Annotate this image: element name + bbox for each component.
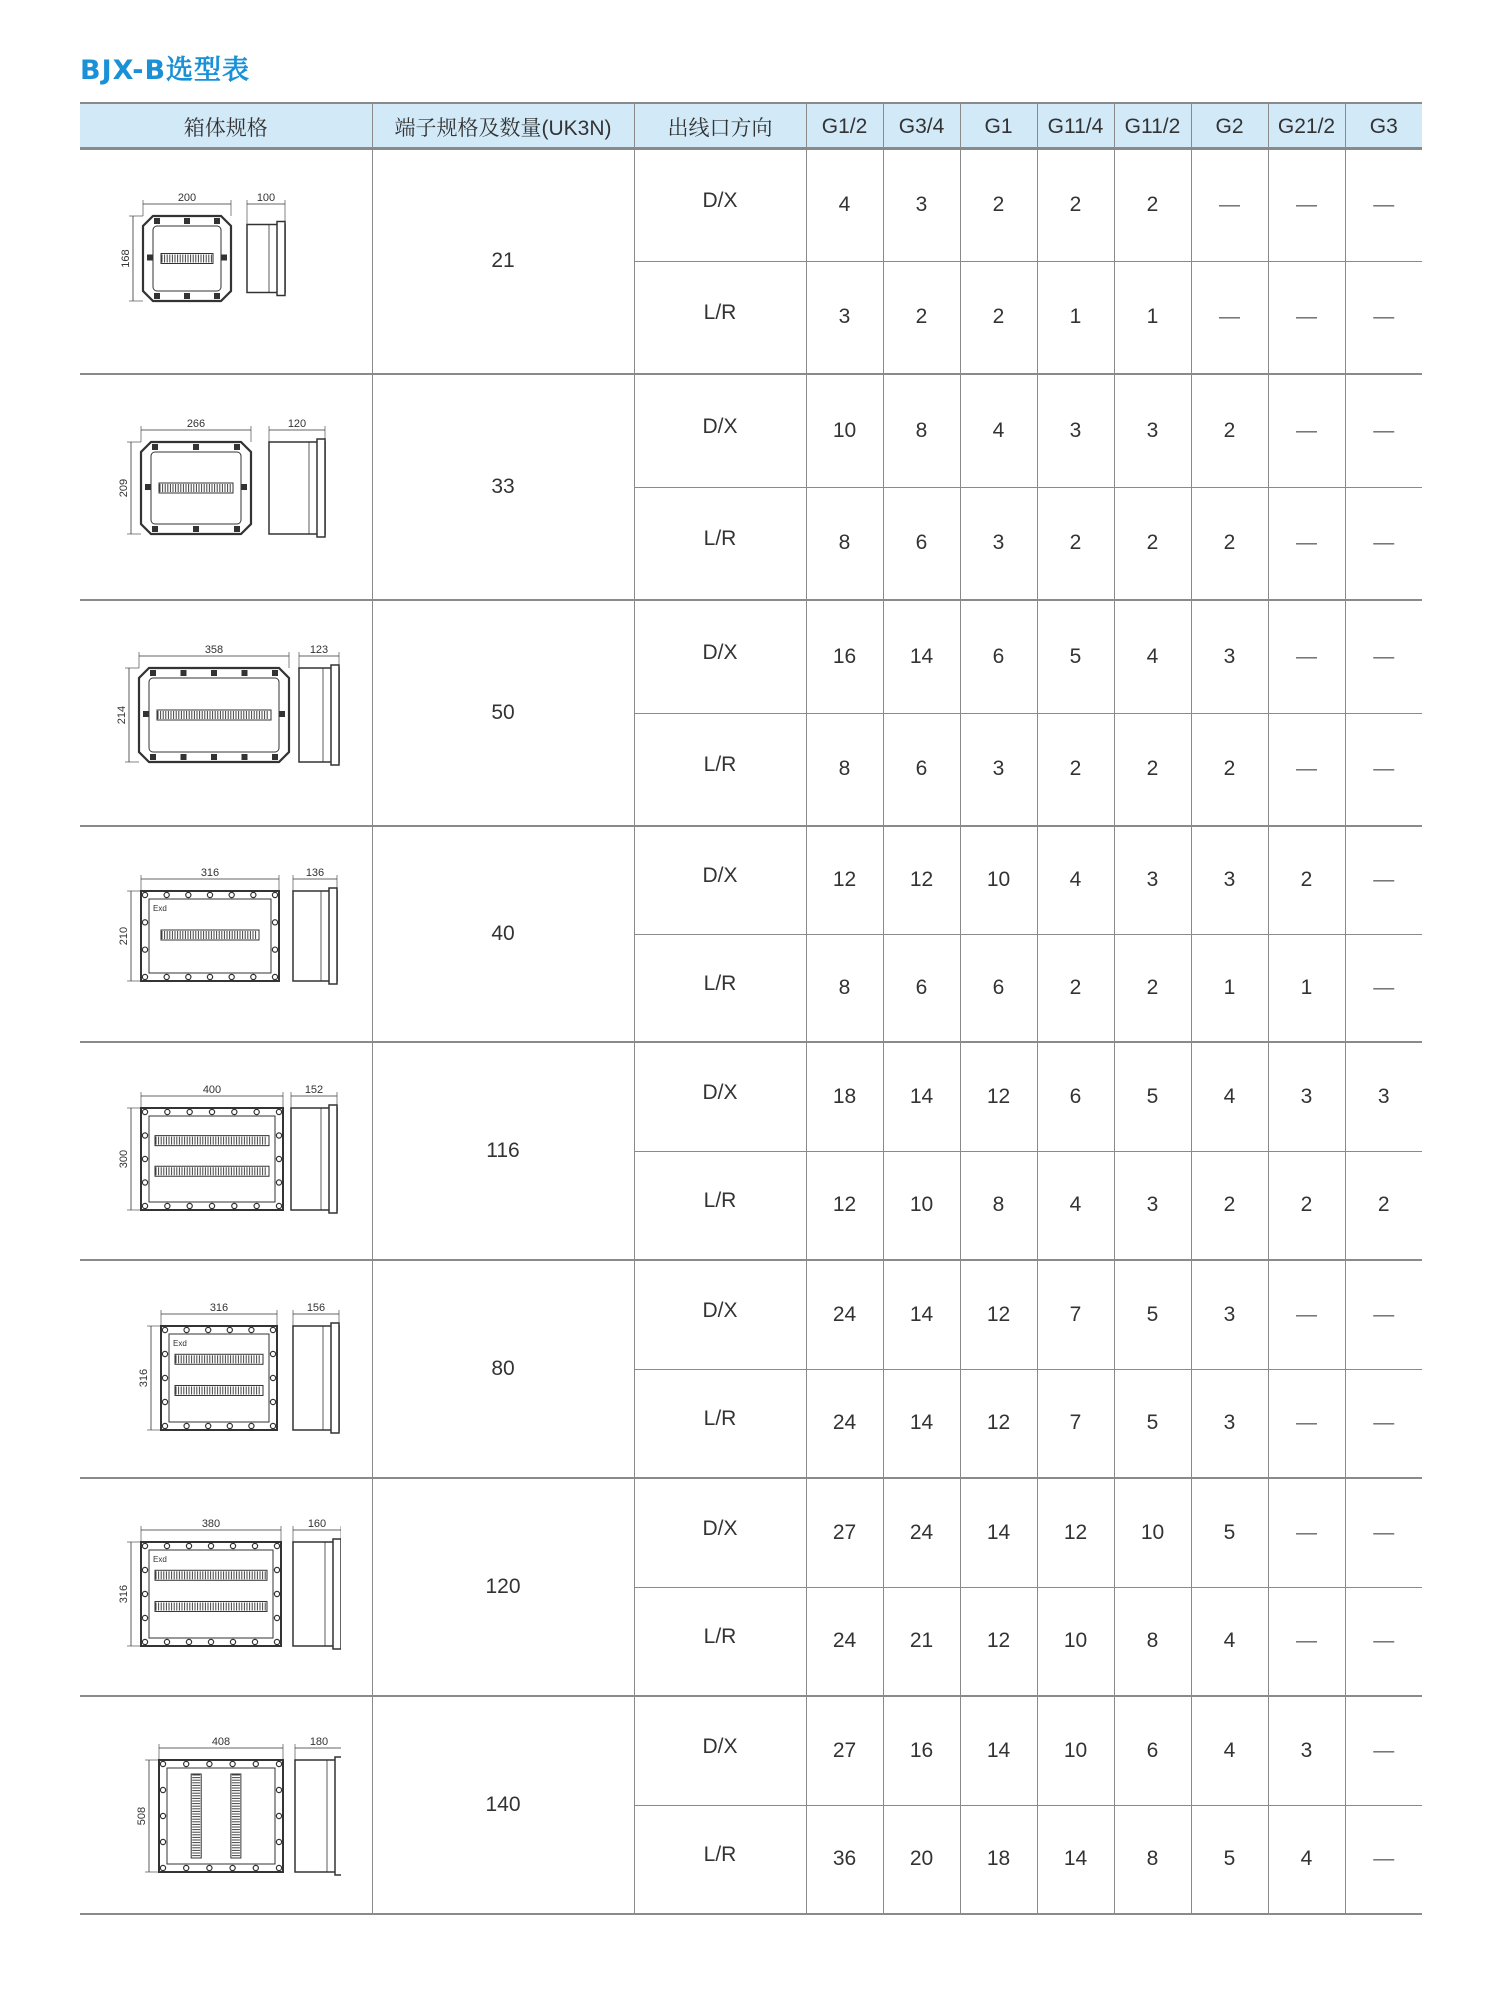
thread-quantity-cell: —	[1345, 1805, 1422, 1914]
enclosure-drawing-cell	[80, 374, 372, 600]
thread-quantity-cell: 6	[960, 934, 1037, 1042]
terminal-rail	[157, 710, 271, 720]
thread-quantity-cell: 2	[1191, 374, 1268, 487]
exd-marking: Exd	[172, 1339, 187, 1348]
header-g1-2: G1/2	[806, 103, 883, 148]
thread-quantity-cell: —	[1345, 374, 1422, 487]
thread-quantity-cell: 3	[1114, 826, 1191, 934]
exd-marking: Exd	[152, 1555, 167, 1564]
thread-quantity-cell: 1	[1114, 261, 1191, 374]
header-g3: G3	[1345, 103, 1422, 148]
enclosure-dimension-drawing	[111, 1076, 341, 1226]
thread-quantity-cell: 10	[960, 826, 1037, 934]
header-g11-4: G11/4	[1037, 103, 1114, 148]
dimension-width-label: 200	[177, 192, 196, 205]
enclosure-dimension-drawing	[111, 412, 341, 562]
thread-quantity-cell: 3	[1114, 374, 1191, 487]
thread-quantity-cell: 14	[883, 1369, 960, 1478]
thread-quantity-cell: 2	[1191, 1151, 1268, 1260]
thread-quantity-cell: 4	[1037, 826, 1114, 934]
thread-quantity-cell: 2	[1037, 148, 1114, 261]
enclosure-front-view	[141, 1542, 281, 1646]
thread-quantity-cell: 12	[960, 1260, 1037, 1369]
enclosure-dimension-drawing	[111, 1512, 341, 1662]
thread-quantity-cell: 18	[806, 1042, 883, 1151]
dimension-depth-label: 120	[287, 418, 306, 430]
thread-quantity-cell: 1	[1268, 934, 1345, 1042]
dimension-depth-label: 152	[304, 1084, 323, 1096]
thread-quantity-cell: 14	[1037, 1805, 1114, 1914]
thread-quantity-cell: 5	[1114, 1260, 1191, 1369]
thread-quantity-cell: 4	[1191, 1696, 1268, 1805]
thread-quantity-cell: 2	[1191, 487, 1268, 600]
enclosure-side-view	[295, 1757, 341, 1875]
thread-quantity-cell: 12	[806, 1151, 883, 1260]
thread-quantity-cell: —	[1268, 1478, 1345, 1587]
thread-quantity-cell: —	[1345, 934, 1422, 1042]
thread-quantity-cell: —	[1345, 261, 1422, 374]
enclosure-dimension-drawing	[111, 1730, 341, 1880]
thread-quantity-cell: 3	[1191, 1369, 1268, 1478]
outlet-direction: D/X	[634, 826, 806, 934]
thread-quantity-cell: 2	[1114, 487, 1191, 600]
terminal-rail	[175, 1354, 263, 1364]
thread-quantity-cell: —	[1345, 1260, 1422, 1369]
dimension-height-label: 316	[117, 1584, 130, 1604]
thread-quantity-cell: 27	[806, 1696, 883, 1805]
thread-quantity-cell: 3	[1191, 1260, 1268, 1369]
thread-quantity-cell: 24	[806, 1260, 883, 1369]
thread-quantity-cell: 3	[960, 487, 1037, 600]
thread-quantity-cell: 21	[883, 1587, 960, 1696]
thread-quantity-cell: 6	[883, 487, 960, 600]
thread-quantity-cell: —	[1345, 1369, 1422, 1478]
outlet-direction: L/R	[634, 934, 806, 1042]
dimension-height-label: 300	[117, 1149, 130, 1169]
outlet-direction: D/X	[634, 1478, 806, 1587]
outlet-direction: L/R	[634, 1151, 806, 1260]
terminal-count: 40	[372, 826, 634, 1042]
enclosure-side-view	[299, 665, 339, 765]
thread-quantity-cell: 2	[1345, 1151, 1422, 1260]
thread-quantity-cell: 5	[1191, 1478, 1268, 1587]
dimension-height-label: 508	[135, 1806, 148, 1826]
thread-quantity-cell: 5	[1114, 1042, 1191, 1151]
enclosure-drawing-cell	[80, 826, 372, 1042]
thread-quantity-cell: 14	[960, 1478, 1037, 1587]
terminal-count: 116	[372, 1042, 634, 1260]
header-g11-2: G11/2	[1114, 103, 1191, 148]
outlet-direction: D/X	[634, 148, 806, 261]
enclosure-dimension-drawing	[111, 1294, 341, 1444]
thread-quantity-cell: 1	[1191, 934, 1268, 1042]
dimension-height-label: 209	[117, 478, 130, 498]
terminal-rail	[155, 1166, 269, 1176]
thread-quantity-cell: 8	[960, 1151, 1037, 1260]
thread-quantity-cell: 4	[1114, 600, 1191, 713]
outlet-direction: L/R	[634, 261, 806, 374]
terminal-count: 50	[372, 600, 634, 826]
header-g1: G1	[960, 103, 1037, 148]
enclosure-drawing-cell	[80, 148, 372, 374]
outlet-direction: L/R	[634, 1369, 806, 1478]
enclosure-drawing-cell	[80, 1042, 372, 1260]
thread-quantity-cell: 14	[883, 1042, 960, 1151]
terminal-rail	[161, 254, 213, 264]
thread-quantity-cell: 12	[883, 826, 960, 934]
terminal-rail	[191, 1774, 201, 1858]
thread-quantity-cell: 10	[1114, 1478, 1191, 1587]
thread-quantity-cell: 18	[960, 1805, 1037, 1914]
thread-quantity-cell: 3	[960, 713, 1037, 826]
table-row	[80, 1042, 1422, 1151]
outlet-direction: D/X	[634, 1042, 806, 1151]
thread-quantity-cell: —	[1268, 487, 1345, 600]
thread-quantity-cell: 16	[883, 1696, 960, 1805]
terminal-rail	[155, 1601, 267, 1611]
dimension-height-label: 316	[137, 1368, 150, 1388]
thread-quantity-cell: 3	[883, 148, 960, 261]
thread-quantity-cell: 4	[1037, 1151, 1114, 1260]
dimension-width-label: 316	[200, 867, 219, 879]
thread-quantity-cell: 10	[883, 1151, 960, 1260]
header-outlet-direction: 出线口方向	[634, 103, 806, 148]
terminal-rail	[155, 1570, 267, 1580]
thread-quantity-cell: 16	[806, 600, 883, 713]
dimension-width-label: 358	[204, 644, 223, 656]
thread-quantity-cell: —	[1345, 1587, 1422, 1696]
enclosure-dimension-drawing	[111, 859, 341, 1009]
header-box-spec: 箱体规格	[80, 103, 372, 148]
thread-quantity-cell: —	[1268, 600, 1345, 713]
outlet-direction: L/R	[634, 1587, 806, 1696]
enclosure-drawing-cell	[80, 1260, 372, 1478]
enclosure-front-view	[141, 1108, 283, 1210]
dimension-width-label: 408	[211, 1736, 230, 1748]
thread-quantity-cell: 6	[883, 713, 960, 826]
dimension-depth-label: 100	[256, 192, 275, 205]
thread-quantity-cell: 3	[1191, 600, 1268, 713]
thread-quantity-cell: —	[1345, 148, 1422, 261]
enclosure-side-view	[247, 222, 285, 296]
table-row	[80, 600, 1422, 713]
thread-quantity-cell: 12	[806, 826, 883, 934]
thread-quantity-cell: 8	[806, 487, 883, 600]
dimension-depth-label: 156	[306, 1302, 325, 1314]
thread-quantity-cell: 10	[1037, 1696, 1114, 1805]
enclosure-side-view	[293, 888, 337, 984]
thread-quantity-cell: 7	[1037, 1260, 1114, 1369]
thread-quantity-cell: —	[1191, 261, 1268, 374]
table-row	[80, 826, 1422, 934]
thread-quantity-cell: 36	[806, 1805, 883, 1914]
terminal-count: 21	[372, 148, 634, 374]
thread-quantity-cell: —	[1345, 1696, 1422, 1805]
thread-quantity-cell: 3	[1268, 1696, 1345, 1805]
terminal-rail	[175, 1385, 263, 1395]
thread-quantity-cell: 8	[806, 934, 883, 1042]
thread-quantity-cell: —	[1345, 826, 1422, 934]
thread-quantity-cell: 5	[1191, 1805, 1268, 1914]
thread-quantity-cell: 7	[1037, 1369, 1114, 1478]
thread-quantity-cell: —	[1345, 713, 1422, 826]
thread-quantity-cell: 3	[806, 261, 883, 374]
thread-quantity-cell: 8	[1114, 1805, 1191, 1914]
thread-quantity-cell: 2	[960, 148, 1037, 261]
enclosure-dimension-drawing	[111, 186, 341, 336]
thread-quantity-cell: 2	[1037, 487, 1114, 600]
thread-quantity-cell: —	[1345, 600, 1422, 713]
terminal-rail	[231, 1774, 241, 1858]
thread-quantity-cell: 14	[883, 600, 960, 713]
thread-quantity-cell: 24	[806, 1587, 883, 1696]
table-header-row	[80, 103, 1422, 148]
terminal-rail	[155, 1136, 269, 1146]
table-row	[80, 374, 1422, 487]
dimension-width-label: 400	[202, 1084, 221, 1096]
thread-quantity-cell: —	[1268, 261, 1345, 374]
thread-quantity-cell: 24	[883, 1478, 960, 1587]
exd-marking: Exd	[152, 904, 167, 913]
thread-quantity-cell: —	[1191, 148, 1268, 261]
dimension-depth-label: 123	[309, 644, 328, 656]
enclosure-side-view	[293, 1539, 341, 1649]
dimension-depth-label: 160	[307, 1518, 326, 1530]
thread-quantity-cell: 24	[806, 1369, 883, 1478]
enclosure-front-view	[159, 1760, 283, 1872]
thread-quantity-cell: 6	[883, 934, 960, 1042]
thread-quantity-cell: —	[1268, 1369, 1345, 1478]
thread-quantity-cell: 2	[1037, 713, 1114, 826]
terminal-rail	[161, 930, 259, 940]
thread-quantity-cell: 14	[960, 1696, 1037, 1805]
thread-quantity-cell: 4	[1191, 1587, 1268, 1696]
selection-table	[80, 102, 1422, 1915]
terminal-count: 33	[372, 374, 634, 600]
enclosure-side-view	[291, 1105, 337, 1213]
thread-quantity-cell: 8	[806, 713, 883, 826]
header-terminal-spec: 端子规格及数量(UK3N)	[372, 103, 634, 148]
thread-quantity-cell: —	[1268, 1260, 1345, 1369]
outlet-direction: D/X	[634, 374, 806, 487]
thread-quantity-cell: —	[1268, 713, 1345, 826]
enclosure-drawing-cell	[80, 1478, 372, 1696]
thread-quantity-cell: 4	[1268, 1805, 1345, 1914]
outlet-direction: D/X	[634, 1260, 806, 1369]
thread-quantity-cell: 5	[1037, 600, 1114, 713]
page-title: BJX-B选型表	[80, 55, 251, 86]
header-g2: G2	[1191, 103, 1268, 148]
thread-quantity-cell: 2	[1268, 1151, 1345, 1260]
thread-quantity-cell: 8	[883, 374, 960, 487]
outlet-direction: L/R	[634, 1805, 806, 1914]
thread-quantity-cell: 4	[1191, 1042, 1268, 1151]
enclosure-front-view	[141, 442, 251, 534]
terminal-count: 120	[372, 1478, 634, 1696]
thread-quantity-cell: 2	[1114, 713, 1191, 826]
dimension-height-label: 214	[115, 705, 128, 725]
thread-quantity-cell: 3	[1037, 374, 1114, 487]
thread-quantity-cell: —	[1268, 148, 1345, 261]
dimension-depth-label: 136	[305, 867, 324, 879]
thread-quantity-cell: 10	[806, 374, 883, 487]
enclosure-drawing-cell	[80, 1696, 372, 1914]
dimension-width-label: 380	[201, 1518, 220, 1530]
thread-quantity-cell: —	[1345, 1478, 1422, 1587]
dimension-height-label: 210	[117, 926, 130, 946]
thread-quantity-cell: 12	[960, 1369, 1037, 1478]
table-row	[80, 148, 1422, 261]
outlet-direction: D/X	[634, 600, 806, 713]
thread-quantity-cell: 5	[1114, 1369, 1191, 1478]
enclosure-front-view	[139, 668, 289, 762]
thread-quantity-cell: 3	[1345, 1042, 1422, 1151]
enclosure-dimension-drawing	[111, 638, 341, 788]
thread-quantity-cell: 2	[1114, 148, 1191, 261]
thread-quantity-cell: —	[1345, 487, 1422, 600]
thread-quantity-cell: 12	[960, 1042, 1037, 1151]
thread-quantity-cell: 6	[960, 600, 1037, 713]
thread-quantity-cell: 2	[1191, 713, 1268, 826]
thread-quantity-cell: 3	[1268, 1042, 1345, 1151]
outlet-direction: L/R	[634, 713, 806, 826]
terminal-rail	[159, 483, 233, 493]
thread-quantity-cell: 6	[1037, 1042, 1114, 1151]
table-row	[80, 1260, 1422, 1369]
dimension-height-label: 168	[119, 249, 132, 268]
thread-quantity-cell: —	[1268, 1587, 1345, 1696]
header-g21-2: G21/2	[1268, 103, 1345, 148]
table-row	[80, 1696, 1422, 1805]
thread-quantity-cell: 2	[883, 261, 960, 374]
thread-quantity-cell: 8	[1114, 1587, 1191, 1696]
thread-quantity-cell: —	[1268, 374, 1345, 487]
enclosure-side-view	[293, 1323, 339, 1433]
thread-quantity-cell: 20	[883, 1805, 960, 1914]
thread-quantity-cell: 2	[960, 261, 1037, 374]
thread-quantity-cell: 3	[1191, 826, 1268, 934]
thread-quantity-cell: 10	[1037, 1587, 1114, 1696]
thread-quantity-cell: 12	[1037, 1478, 1114, 1587]
dimension-width-label: 266	[186, 418, 205, 430]
dimension-width-label: 316	[209, 1302, 228, 1314]
thread-quantity-cell: 4	[960, 374, 1037, 487]
terminal-count: 140	[372, 1696, 634, 1914]
table-row	[80, 1478, 1422, 1587]
thread-quantity-cell: 3	[1114, 1151, 1191, 1260]
thread-quantity-cell: 2	[1268, 826, 1345, 934]
thread-quantity-cell: 1	[1037, 261, 1114, 374]
thread-quantity-cell: 6	[1114, 1696, 1191, 1805]
thread-quantity-cell: 4	[806, 148, 883, 261]
dimension-depth-label: 180	[309, 1736, 328, 1748]
outlet-direction: L/R	[634, 487, 806, 600]
terminal-count: 80	[372, 1260, 634, 1478]
enclosure-front-view	[161, 1326, 277, 1430]
thread-quantity-cell: 27	[806, 1478, 883, 1587]
header-g3-4: G3/4	[883, 103, 960, 148]
thread-quantity-cell: 2	[1037, 934, 1114, 1042]
thread-quantity-cell: 2	[1114, 934, 1191, 1042]
enclosure-front-view	[143, 216, 231, 301]
thread-quantity-cell: 14	[883, 1260, 960, 1369]
enclosure-side-view	[269, 439, 325, 537]
thread-quantity-cell: 12	[960, 1587, 1037, 1696]
enclosure-front-view	[141, 891, 279, 981]
enclosure-drawing-cell	[80, 600, 372, 826]
outlet-direction: D/X	[634, 1696, 806, 1805]
